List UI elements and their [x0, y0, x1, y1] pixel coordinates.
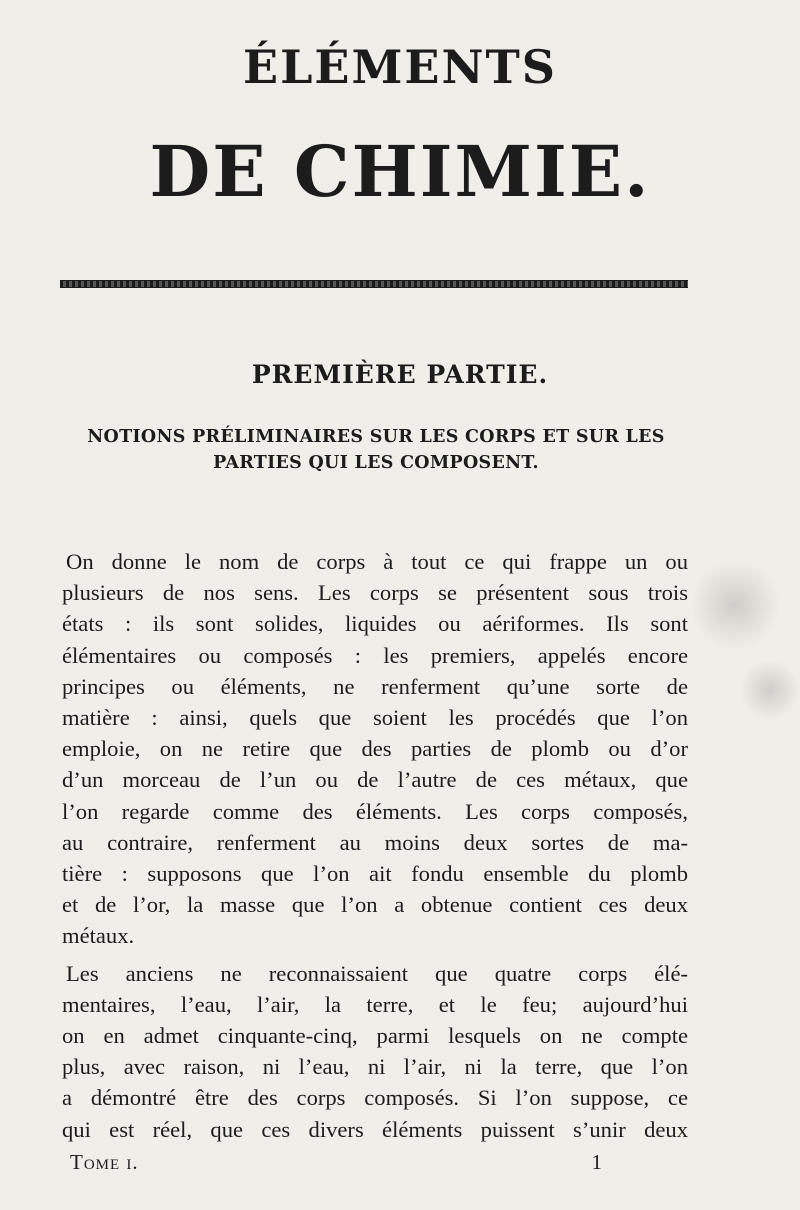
- decorative-rule: [60, 280, 688, 288]
- text-line: l’on regarde comme des éléments. Les corps composés,: [62, 798, 688, 824]
- text-line: On donne le nom de corps à tout ce qui frappe un ou: [66, 549, 688, 574]
- text-line: Les anciens ne reconnaissaient que quatre corps élé-: [66, 960, 688, 986]
- text-line: élémentaires ou composés : les premiers, appelés encore: [62, 642, 688, 668]
- title-line-2: DE CHIMIE.: [149, 130, 651, 213]
- text-line: qui est réel, que ces divers éléments puissent s’unir deux: [62, 1116, 688, 1142]
- paragraph-1: [62, 546, 688, 952]
- page-number: 1: [591, 1150, 602, 1174]
- text-line: au contraire, renferment au moins deux sortes de ma-: [62, 829, 688, 855]
- ink-smudge: [740, 660, 800, 720]
- text-line: mentaires, l’eau, l’air, la terre, et le feu; aujourd’hui: [62, 991, 688, 1017]
- text-line: métaux.: [62, 923, 135, 949]
- title-line-1: ÉLÉMENTS: [243, 40, 557, 94]
- text-line: tière : supposons que l’on ait fondu ensemble du plomb: [62, 861, 688, 887]
- text-line: emploie, on ne retire que des parties de plomb ou d’or: [62, 736, 688, 762]
- subtitle-line-2: PARTIES QUI LES COMPOSENT.: [213, 453, 539, 473]
- text-line: états : ils sont solides, liquides ou aériformes. Ils sont: [62, 611, 688, 637]
- text-line: principes ou éléments, ne renferment qu’une sorte de: [62, 673, 688, 699]
- paragraph-2: [62, 958, 688, 1145]
- text-line: matière : ainsi, quels que soient les procédés que l’on: [62, 705, 688, 731]
- body-text: [62, 546, 688, 1145]
- subtitle-line-1: NOTIONS PRÉLIMINAIRES SUR LES CORPS ET SUR LES: [87, 427, 665, 447]
- section-subtitle: [56, 424, 696, 476]
- text-line: d’un morceau de l’un ou de l’autre de ces métaux, que: [62, 767, 688, 793]
- volume-label: Tome i.: [70, 1150, 139, 1174]
- text-line: et de l’or, la masse que l’on a obtenue contient ces deux: [62, 892, 688, 918]
- text-line: on en admet cinquante-cinq, parmi lesquels on ne compte: [62, 1023, 688, 1049]
- text-line: a démontré être des corps composés. Si l’on suppose, ce: [62, 1085, 688, 1111]
- text-line: plusieurs de nos sens. Les corps se présentent sous trois: [62, 580, 688, 606]
- ink-smudge: [690, 560, 780, 650]
- text-line: plus, avec raison, ni l’eau, ni l’air, ni la terre, que l’on: [62, 1054, 688, 1080]
- part-title: PREMIÈRE PARTIE.: [251, 360, 549, 389]
